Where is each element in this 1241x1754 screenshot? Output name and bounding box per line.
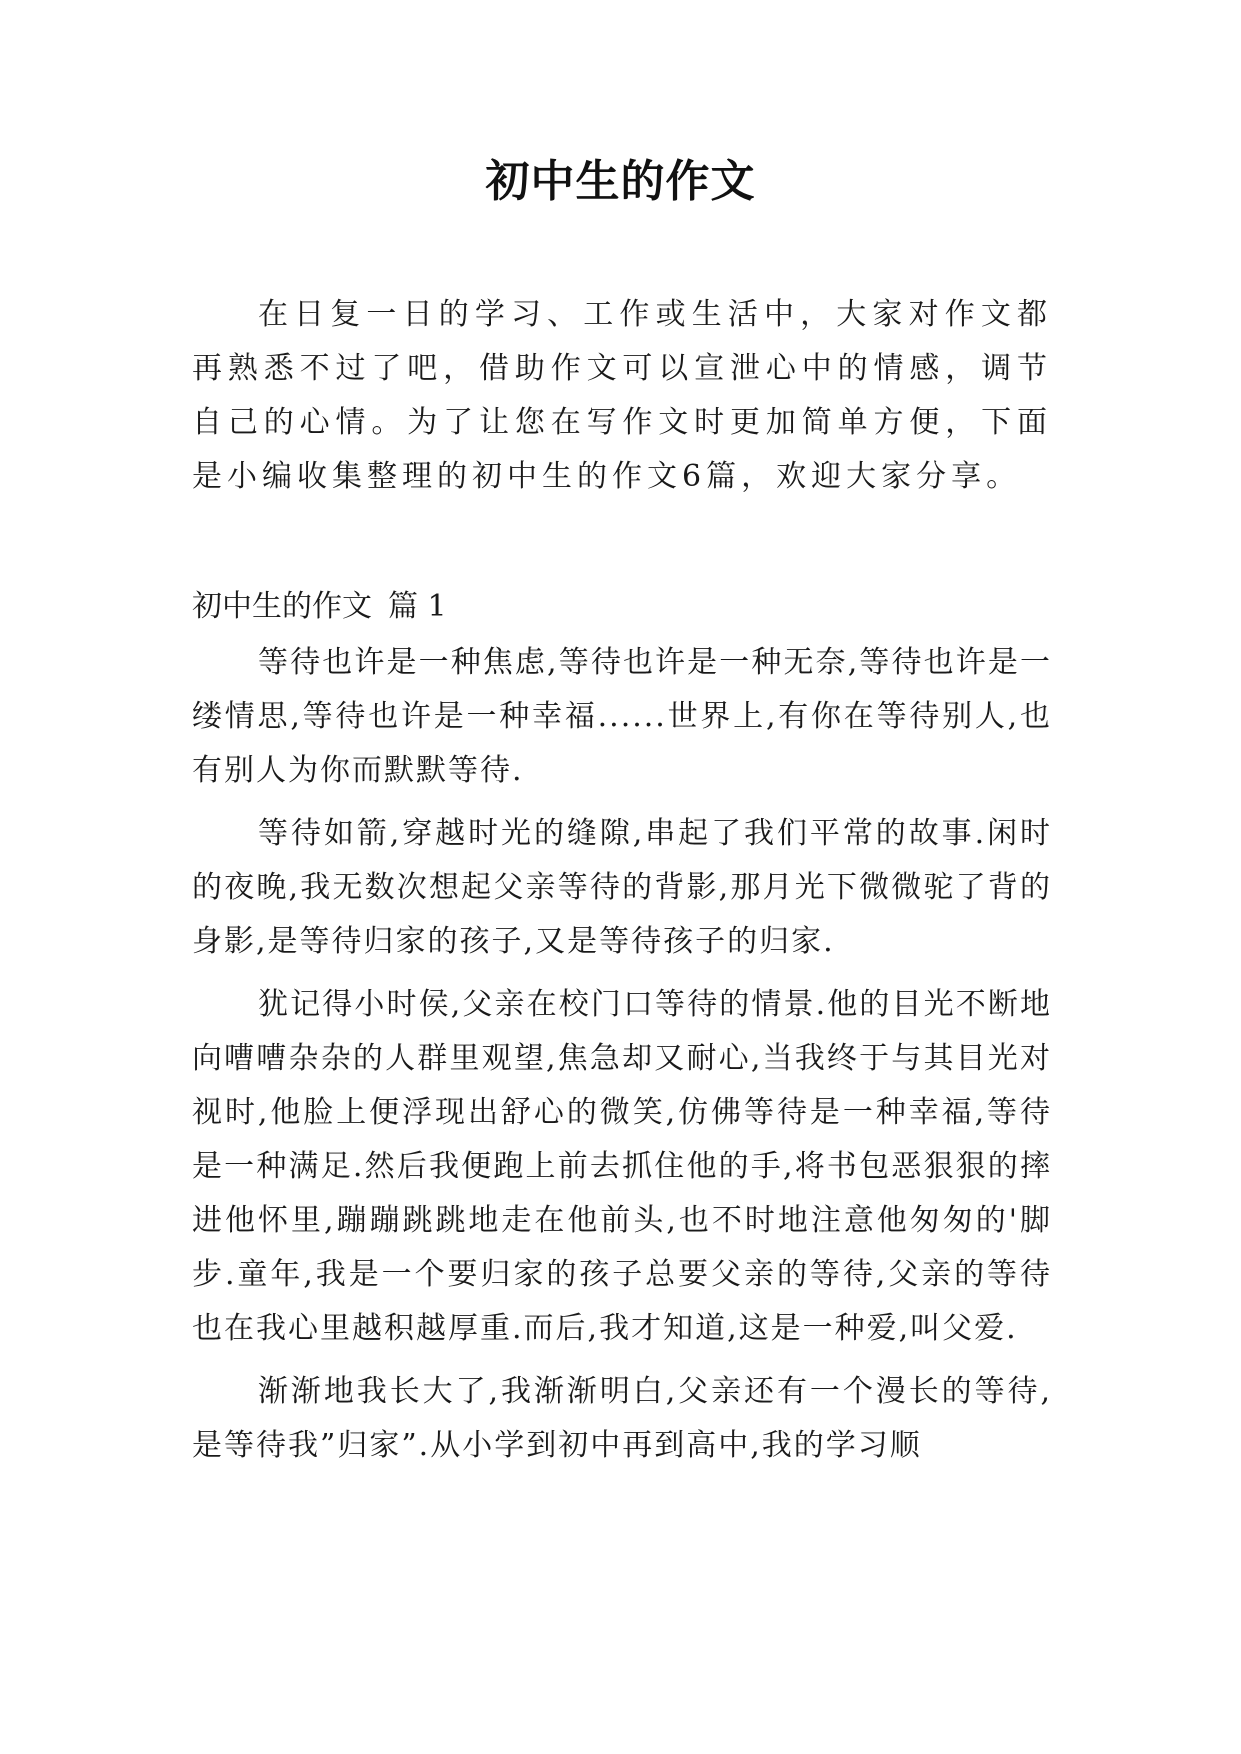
essay-body — [192, 636, 1052, 1482]
section-heading — [192, 580, 1052, 634]
essay-paragraph: 等待如箭,穿越时光的缝隙,串起了我们平常的故事.闲时的夜晚,我无数次想起父亲等待的背影,那月光下微微驼了背的身影,是等待归家的孩子,又是等待孩子的归家. — [192, 816, 1052, 959]
intro-paragraph: 在日复一日的学习、工作或生活中，大家对作文都再熟悉不过了吧，借助作文可以宣泄心中的情感，调节自己的心情。为了让您在写作文时更加简单方便，下面是小编收集整理的初中生的作文6篇，欢迎大家分享。 — [192, 297, 1052, 494]
essay-paragraph: 渐渐地我长大了,我渐渐明白,父亲还有一个漫长的等待,是等待我”归家”.从小学到初中再到高中,我的学习顺 — [192, 1374, 1052, 1463]
essay-paragraph: 犹记得小时侯,父亲在校门口等待的情景.他的目光不断地向嘈嘈杂杂的人群里观望,焦急却又耐心,当我终于与其目光对视时,他脸上便浮现出舒心的微笑,仿佛等待是一种幸福,等待是一种满足.然后我便跑上前去抓住他的手,将书包恶狠狠的摔进他怀里,蹦蹦跳跳地走在他前头,也不时地注意他匆匆的'脚步.童年,我是一个要归家的孩子总要父亲的等待,父亲的等待也在我心里越积越厚重.而后,我才知道,这是一种爱,叫父爱. — [192, 987, 1052, 1346]
essay-paragraph: 等待也许是一种焦虑,等待也许是一种无奈,等待也许是一缕情思,等待也许是一种幸福......世界上,有你在等待别人,也有别人为你而默默等待. — [192, 645, 1052, 788]
document-title: 初中生的作文 — [485, 156, 756, 207]
section-heading-label: 初中生的作文 — [192, 589, 372, 624]
section-heading-number: 篇 1 — [388, 589, 447, 624]
